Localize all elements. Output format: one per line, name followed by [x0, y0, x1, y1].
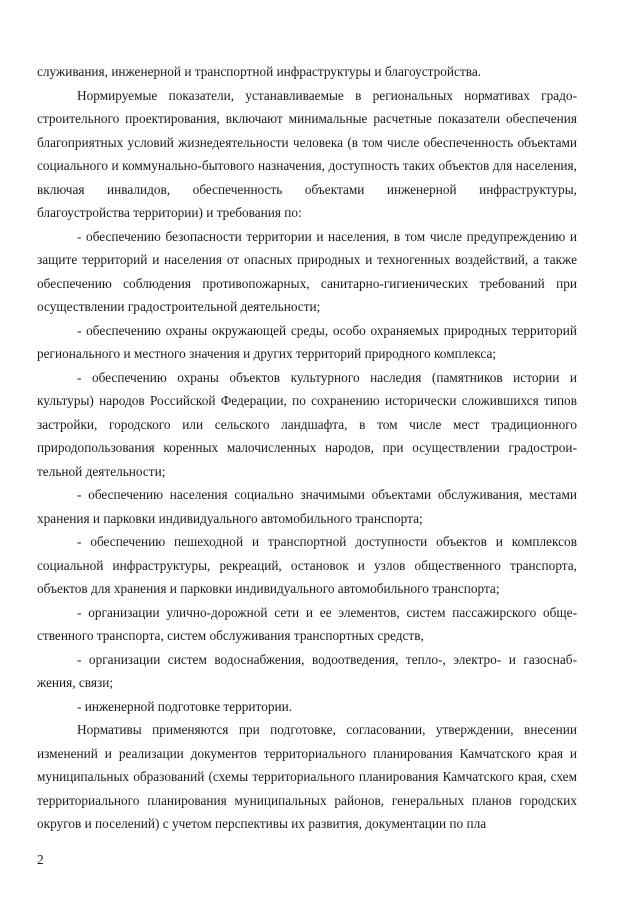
- paragraph-continuation: служивания, инженерной и транспортной инфраструктуры и благоустройства.: [37, 64, 482, 79]
- list-item-safety: - обеспечению безопасности территории и населения, в том числе предупреждению и защите территорий и населения от опасных природных и техногенных воздействий, а также обеспечению соблюдения противопожарных, санитарно-гигиенических требований при осуществлении градостроительной деятельности;: [37, 228, 577, 314]
- list-item-social-objects: - обеспечению населения социально значимыми объектами обслуживания, местами хранения и парковки индивидуального автомобильного транспорта;: [37, 487, 577, 526]
- body-text: [37, 60, 577, 836]
- list-item-accessibility: - обеспечению пешеходной и транспортной доступности объектов и комплексов социальной инфраструктуры, рекреаций, остановок и узлов общественного транспорта, объектов для хранения и парковки индивидуального автомобильного транспорта;: [37, 534, 577, 596]
- list-item-cultural-heritage: - обеспечению охраны объектов культурного наследия (памятников истории и культуры) народов Российской Федерации, по сохранению исторически сложившихся типов застройки, городского или сельского ландшафта, в том числе мест традиционного природопользования коренных малочисленных народов, при осуществлении градостроительной деятельности;: [37, 369, 577, 479]
- page-number: 2: [37, 852, 44, 867]
- list-item-environment: - обеспечению охраны окружающей среды, особо охраняемых природных территорий регионального и местного значения и других территорий природного комплекса;: [37, 322, 577, 361]
- list-item-utilities: - организации систем водоснабжения, водоотведения, тепло-, электро- и газоснабжения, связи;: [37, 651, 577, 690]
- list-item-road-network: - организации улично-дорожной сети и ее элементов, систем пассажирского общественного транспорта, систем обслуживания транспортных средств,: [37, 604, 577, 643]
- list-item-engineering-prep: - инженерной подготовке территории.: [77, 698, 293, 714]
- paragraph-normative-indicators: Нормируемые показатели, устанавливаемые в региональных нормативах градостроительного проектирования, включают минимальные расчетные показатели обеспечения благоприятных условий жизнедеятельности человека (в том числе обеспеченность объектами социального и коммунально-бытового назначения, доступность таких объектов для населения, включая инвалидов, обеспеченность объектами инженерной инфраструктуры, благоустройства территории) и требования по:: [37, 87, 577, 220]
- paragraph-application: Нормативы применяются при подготовке, согласовании, утверждении, внесении изменений и реализации документов территориального планирования Камчатского края и муниципальных образований (схемы территориального планирования Камчатского края, схем территориального планирования муниципальных районов, генеральных планов городских округов и поселений) с учетом перспективы их развития, документации по пла: [37, 722, 577, 831]
